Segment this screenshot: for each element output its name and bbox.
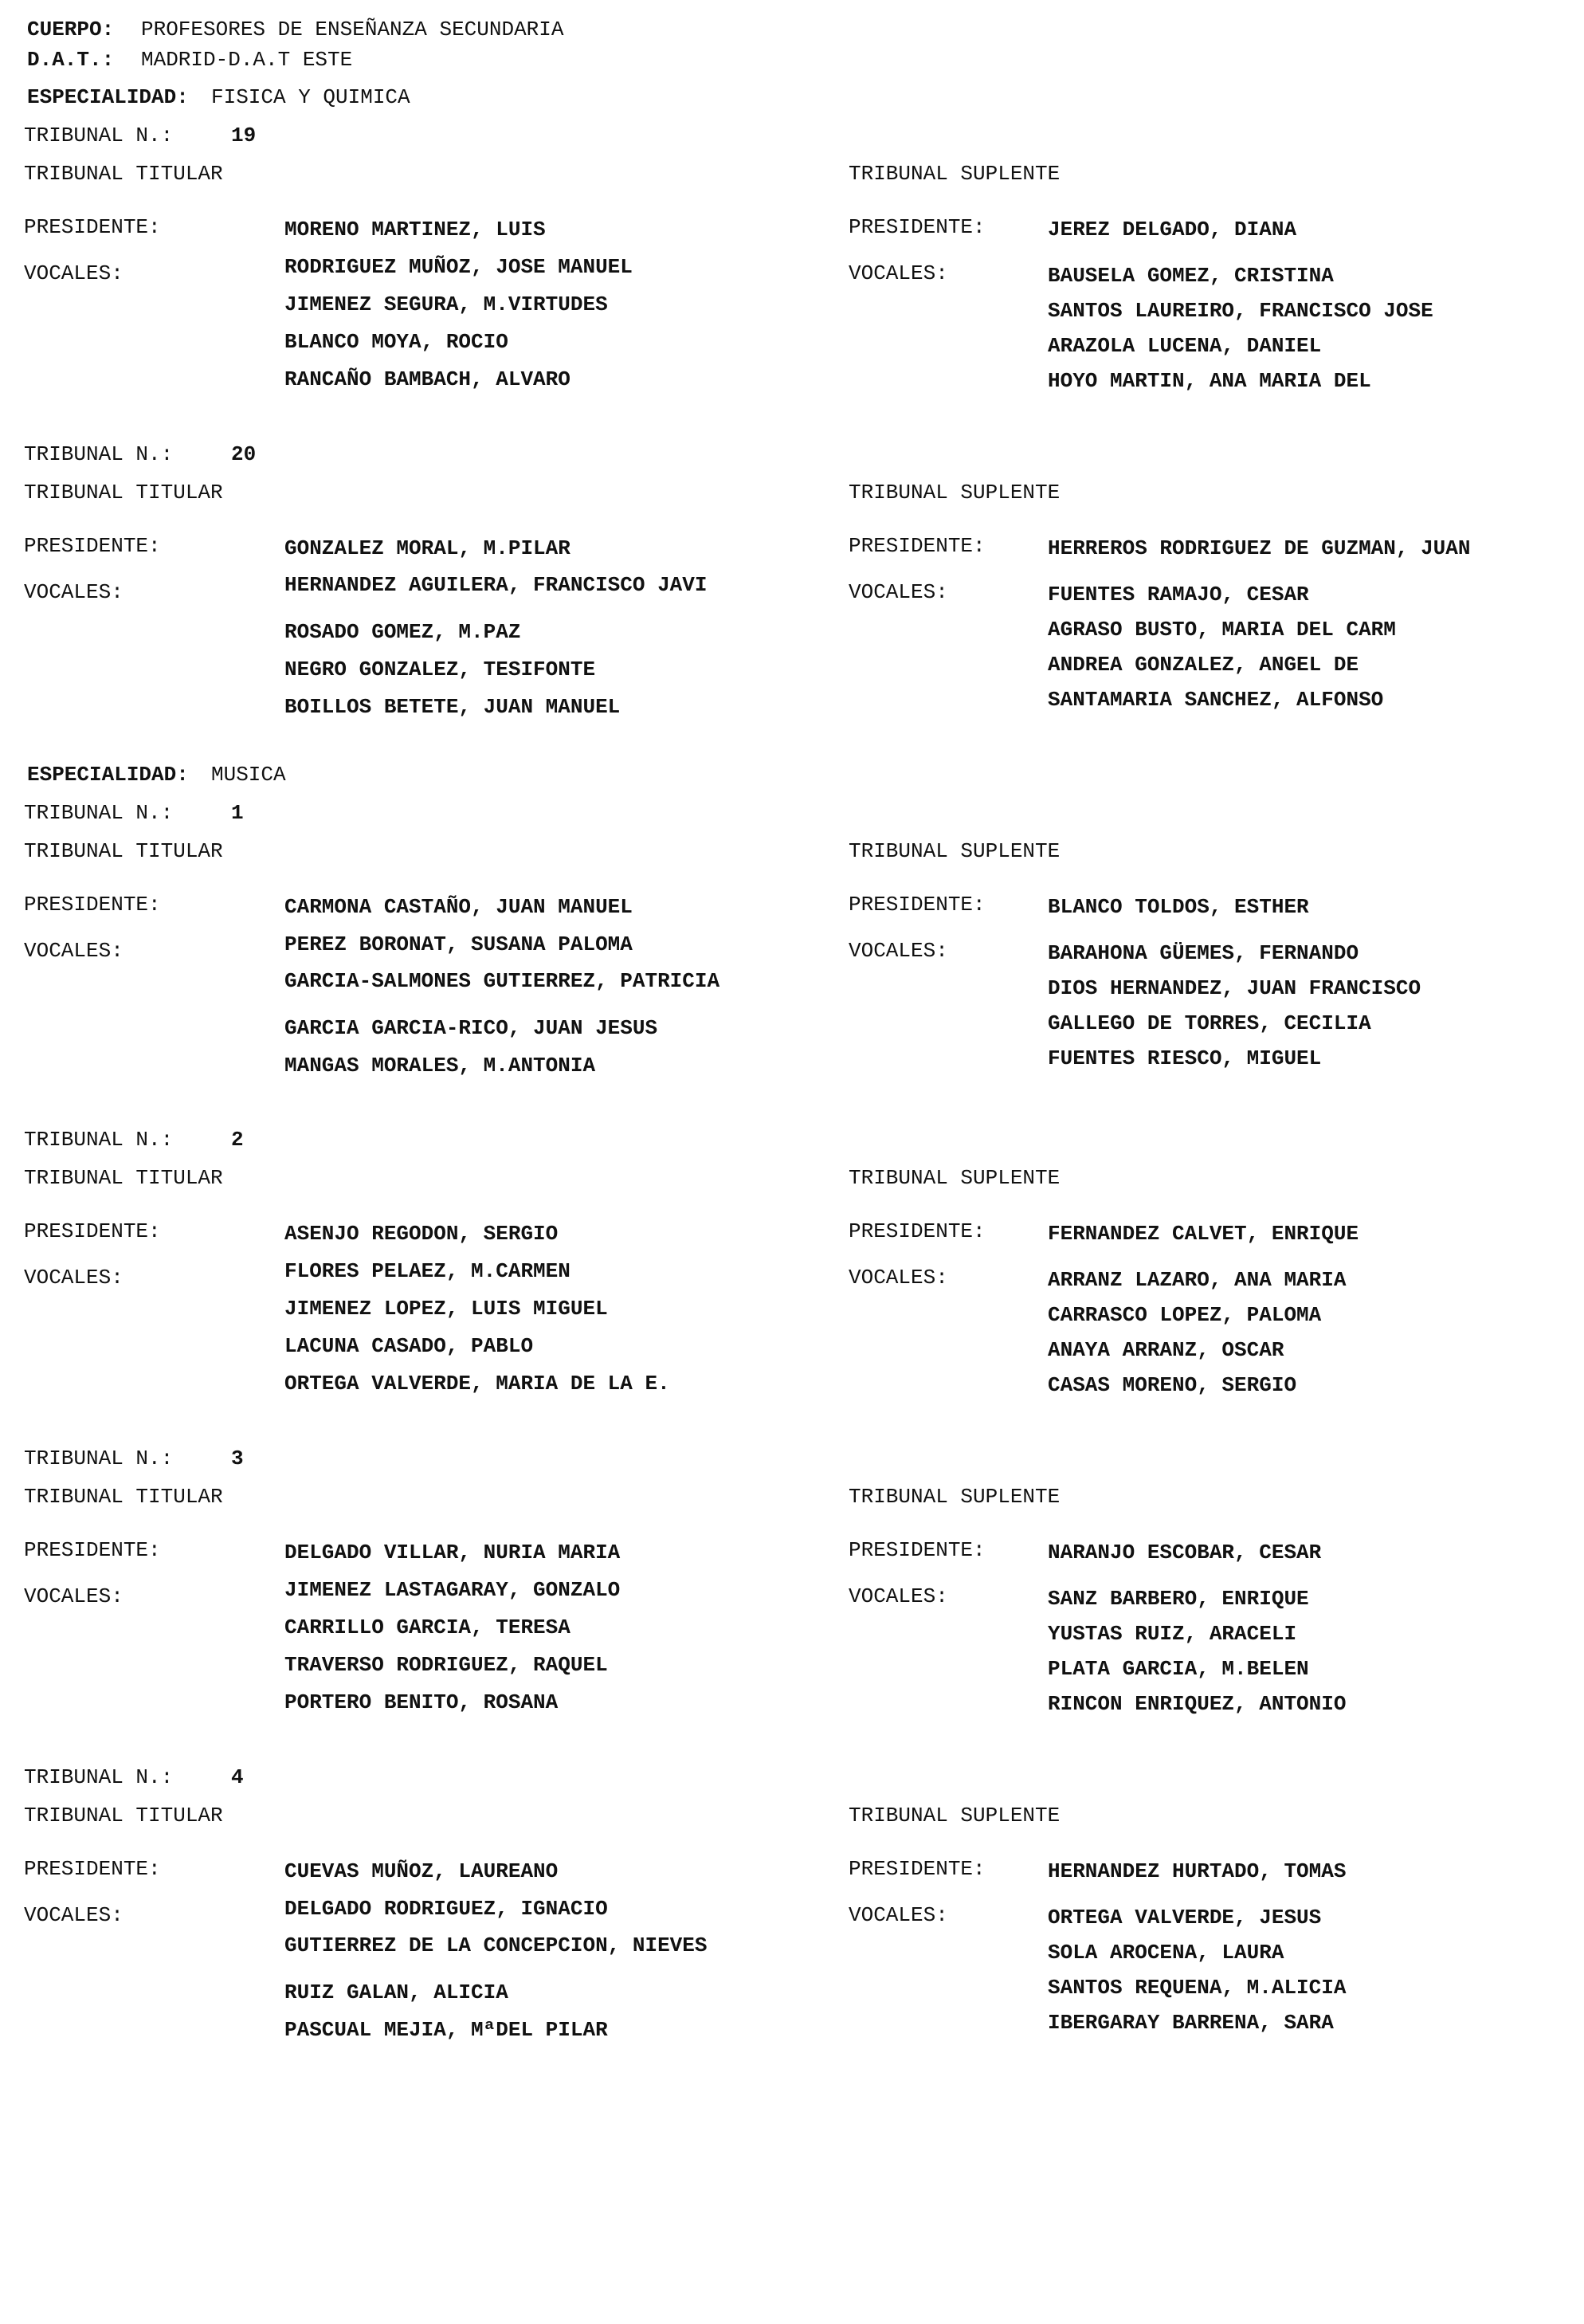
vocales-label: VOCALES: xyxy=(849,1266,948,1290)
tribunal-suplente-heading: TRIBUNAL SUPLENTE xyxy=(849,1485,1061,1509)
suplente-presidente: FERNANDEZ CALVET, ENRIQUE xyxy=(1048,1222,1359,1246)
titular-vocal: BOILLOS BETETE, JUAN MANUEL xyxy=(284,695,621,719)
titular-presidente: ASENJO REGODON, SERGIO xyxy=(284,1222,559,1246)
suplente-vocal: RINCON ENRIQUEZ, ANTONIO xyxy=(1048,1692,1347,1716)
suplente-vocal: CARRASCO LOPEZ, PALOMA xyxy=(1048,1303,1322,1327)
tribunal-number: 20 xyxy=(231,442,257,466)
cuerpo-label: CUERPO: xyxy=(27,18,115,41)
tribunal-suplente-heading: TRIBUNAL SUPLENTE xyxy=(849,839,1061,863)
presidente-label: PRESIDENTE: xyxy=(24,534,161,558)
presidente-label: PRESIDENTE: xyxy=(24,893,161,917)
titular-vocal: NEGRO GONZALEZ, TESIFONTE xyxy=(284,658,596,681)
tribunal-titular-heading: TRIBUNAL TITULAR xyxy=(24,1804,223,1827)
titular-vocal: JIMENEZ SEGURA, M.VIRTUDES xyxy=(284,292,608,316)
titular-vocal: ROSADO GOMEZ, M.PAZ xyxy=(284,620,521,644)
titular-vocal: CARRILLO GARCIA, TERESA xyxy=(284,1615,570,1639)
tribunal-suplente-heading: TRIBUNAL SUPLENTE xyxy=(849,481,1061,504)
tribunal-titular-heading: TRIBUNAL TITULAR xyxy=(24,1485,223,1509)
suplente-vocal: ARRANZ LAZARO, ANA MARIA xyxy=(1048,1268,1347,1292)
tribunal-suplente-heading: TRIBUNAL SUPLENTE xyxy=(849,1804,1061,1827)
vocales-label: VOCALES: xyxy=(24,1903,124,1927)
tribunal-titular-heading: TRIBUNAL TITULAR xyxy=(24,1166,223,1190)
titular-vocal: JIMENEZ LASTAGARAY, GONZALO xyxy=(284,1578,621,1602)
titular-vocal: ORTEGA VALVERDE, MARIA DE LA E. xyxy=(284,1372,670,1396)
tribunal-number-label: TRIBUNAL N.: xyxy=(24,1447,174,1470)
presidente-label: PRESIDENTE: xyxy=(849,215,986,239)
vocales-label: VOCALES: xyxy=(849,580,948,604)
presidente-label: PRESIDENTE: xyxy=(24,1538,161,1562)
suplente-vocal: SOLA AROCENA, LAURA xyxy=(1048,1941,1284,1965)
especialidad-label: ESPECIALIDAD: xyxy=(27,763,189,787)
suplente-presidente: NARANJO ESCOBAR, CESAR xyxy=(1048,1541,1322,1564)
titular-vocal: GUTIERREZ DE LA CONCEPCION, NIEVES xyxy=(284,1933,708,1957)
presidente-label: PRESIDENTE: xyxy=(849,1857,986,1881)
titular-vocal: GARCIA GARCIA-RICO, JUAN JESUS xyxy=(284,1016,658,1040)
especialidad-value: FISICA Y QUIMICA xyxy=(211,85,410,109)
suplente-vocal: FUENTES RIESCO, MIGUEL xyxy=(1048,1046,1322,1070)
presidente-label: PRESIDENTE: xyxy=(849,893,986,917)
presidente-label: PRESIDENTE: xyxy=(24,1219,161,1243)
titular-vocal: PORTERO BENITO, ROSANA xyxy=(284,1690,559,1714)
suplente-vocal: IBERGARAY BARRENA, SARA xyxy=(1048,2011,1334,2035)
suplente-vocal: AGRASO BUSTO, MARIA DEL CARM xyxy=(1048,618,1396,642)
suplente-presidente: BLANCO TOLDOS, ESTHER xyxy=(1048,895,1309,919)
suplente-vocal: YUSTAS RUIZ, ARACELI xyxy=(1048,1622,1297,1646)
especialidad-label: ESPECIALIDAD: xyxy=(27,85,189,109)
tribunal-number-label: TRIBUNAL N.: xyxy=(24,1128,174,1152)
vocales-label: VOCALES: xyxy=(24,939,124,963)
titular-vocal: FLORES PELAEZ, M.CARMEN xyxy=(284,1259,570,1283)
titular-vocal: DELGADO RODRIGUEZ, IGNACIO xyxy=(284,1897,608,1921)
vocales-label: VOCALES: xyxy=(849,939,948,963)
presidente-label: PRESIDENTE: xyxy=(849,1219,986,1243)
tribunal-suplente-heading: TRIBUNAL SUPLENTE xyxy=(849,162,1061,186)
titular-vocal: RODRIGUEZ MUÑOZ, JOSE MANUEL xyxy=(284,255,633,279)
titular-presidente: CUEVAS MUÑOZ, LAUREANO xyxy=(284,1859,559,1883)
titular-vocal: JIMENEZ LOPEZ, LUIS MIGUEL xyxy=(284,1297,608,1321)
tribunal-number-label: TRIBUNAL N.: xyxy=(24,124,174,147)
tribunal-number: 4 xyxy=(231,1765,244,1789)
suplente-vocal: BARAHONA GÜEMES, FERNANDO xyxy=(1048,941,1359,965)
suplente-vocal: SANZ BARBERO, ENRIQUE xyxy=(1048,1587,1309,1611)
tribunal-number: 19 xyxy=(231,124,257,147)
tribunal-titular-heading: TRIBUNAL TITULAR xyxy=(24,481,223,504)
titular-vocal: RUIZ GALAN, ALICIA xyxy=(284,1981,508,2004)
suplente-vocal: ARAZOLA LUCENA, DANIEL xyxy=(1048,334,1322,358)
titular-presidente: DELGADO VILLAR, NURIA MARIA xyxy=(284,1541,621,1564)
tribunal-titular-heading: TRIBUNAL TITULAR xyxy=(24,162,223,186)
presidente-label: PRESIDENTE: xyxy=(24,1857,161,1881)
suplente-vocal: FUENTES RAMAJO, CESAR xyxy=(1048,583,1309,607)
suplente-vocal: SANTAMARIA SANCHEZ, ALFONSO xyxy=(1048,688,1384,712)
dat-value: MADRID-D.A.T ESTE xyxy=(141,48,353,72)
vocales-label: VOCALES: xyxy=(849,1903,948,1927)
suplente-vocal: BAUSELA GOMEZ, CRISTINA xyxy=(1048,264,1334,288)
tribunal-number: 3 xyxy=(231,1447,244,1470)
especialidad-value: MUSICA xyxy=(211,763,286,787)
tribunal-suplente-heading: TRIBUNAL SUPLENTE xyxy=(849,1166,1061,1190)
tribunal-number: 2 xyxy=(231,1128,244,1152)
suplente-vocal: ANDREA GONZALEZ, ANGEL DE xyxy=(1048,653,1359,677)
titular-vocal: MANGAS MORALES, M.ANTONIA xyxy=(284,1054,596,1078)
titular-vocal: PASCUAL MEJIA, MªDEL PILAR xyxy=(284,2018,608,2042)
suplente-vocal: ANAYA ARRANZ, OSCAR xyxy=(1048,1338,1284,1362)
titular-presidente: MORENO MARTINEZ, LUIS xyxy=(284,218,546,241)
suplente-vocal: PLATA GARCIA, M.BELEN xyxy=(1048,1657,1309,1681)
suplente-vocal: GALLEGO DE TORRES, CECILIA xyxy=(1048,1011,1371,1035)
titular-presidente: GONZALEZ MORAL, M.PILAR xyxy=(284,536,570,560)
presidente-label: PRESIDENTE: xyxy=(849,534,986,558)
vocales-label: VOCALES: xyxy=(24,261,124,285)
tribunal-number-label: TRIBUNAL N.: xyxy=(24,801,174,825)
titular-vocal: PEREZ BORONAT, SUSANA PALOMA xyxy=(284,932,633,956)
vocales-label: VOCALES: xyxy=(849,261,948,285)
cuerpo-value: PROFESORES DE ENSEÑANZA SECUNDARIA xyxy=(141,18,564,41)
titular-vocal: BLANCO MOYA, ROCIO xyxy=(284,330,508,354)
vocales-label: VOCALES: xyxy=(849,1584,948,1608)
suplente-presidente: HERREROS RODRIGUEZ DE GUZMAN, JUAN xyxy=(1048,536,1471,560)
presidente-label: PRESIDENTE: xyxy=(849,1538,986,1562)
suplente-vocal: SANTOS REQUENA, M.ALICIA xyxy=(1048,1976,1347,2000)
suplente-presidente: JEREZ DELGADO, DIANA xyxy=(1048,218,1297,241)
titular-vocal: HERNANDEZ AGUILERA, FRANCISCO JAVI xyxy=(284,573,708,597)
tribunal-number-label: TRIBUNAL N.: xyxy=(24,442,174,466)
vocales-label: VOCALES: xyxy=(24,1266,124,1290)
suplente-vocal: SANTOS LAUREIRO, FRANCISCO JOSE xyxy=(1048,299,1433,323)
titular-vocal: RANCAÑO BAMBACH, ALVARO xyxy=(284,367,570,391)
tribunal-number: 1 xyxy=(231,801,244,825)
suplente-vocal: DIOS HERNANDEZ, JUAN FRANCISCO xyxy=(1048,976,1421,1000)
suplente-vocal: HOYO MARTIN, ANA MARIA DEL xyxy=(1048,369,1371,393)
suplente-vocal: ORTEGA VALVERDE, JESUS xyxy=(1048,1906,1322,1929)
tribunal-titular-heading: TRIBUNAL TITULAR xyxy=(24,839,223,863)
titular-vocal: TRAVERSO RODRIGUEZ, RAQUEL xyxy=(284,1653,608,1677)
suplente-vocal: CASAS MORENO, SERGIO xyxy=(1048,1373,1297,1397)
titular-vocal: GARCIA-SALMONES GUTIERREZ, PATRICIA xyxy=(284,969,720,993)
titular-vocal: LACUNA CASADO, PABLO xyxy=(284,1334,534,1358)
presidente-label: PRESIDENTE: xyxy=(24,215,161,239)
titular-presidente: CARMONA CASTAÑO, JUAN MANUEL xyxy=(284,895,633,919)
vocales-label: VOCALES: xyxy=(24,580,124,604)
suplente-presidente: HERNANDEZ HURTADO, TOMAS xyxy=(1048,1859,1347,1883)
tribunal-number-label: TRIBUNAL N.: xyxy=(24,1765,174,1789)
vocales-label: VOCALES: xyxy=(24,1584,124,1608)
dat-label: D.A.T.: xyxy=(27,48,115,72)
